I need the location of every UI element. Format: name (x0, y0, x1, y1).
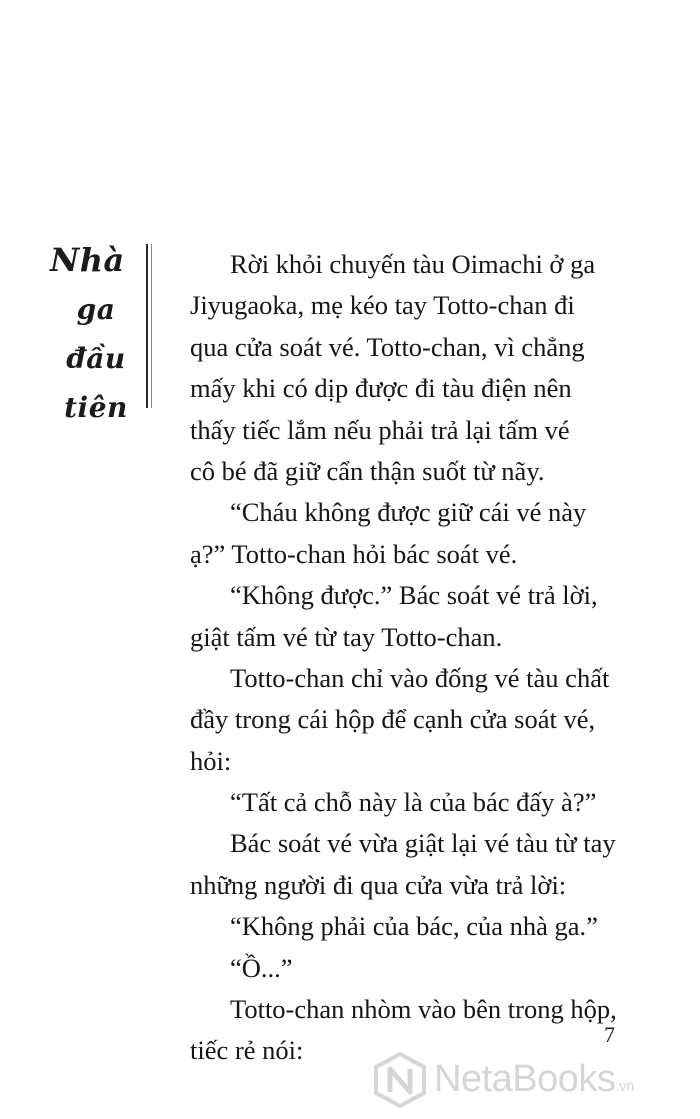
chapter-title (46, 236, 146, 432)
text-line: cô bé đã giữ cẩn thận suốt từ nãy. (190, 455, 545, 486)
text-line: “Tất cả chỗ này là của bác đấy à?” (230, 787, 597, 818)
chapter-title-line: ga (76, 293, 116, 326)
text-line: “Cháu không được giữ cái vé này (230, 497, 587, 528)
text-line: giật tấm vé từ tay Totto-chan. (190, 621, 503, 652)
text-line: “Không phải của bác, của nhà ga.” (230, 911, 598, 942)
watermark (372, 1050, 692, 1110)
text-line: ạ?” Totto-chan hỏi bác soát vé. (190, 538, 518, 569)
page-number: 7 (604, 1022, 615, 1047)
watermark-text (434, 1058, 634, 1101)
text-line: Jiyugaoka, mẹ kéo tay Totto-chan đi (190, 290, 575, 321)
text-line: thấy tiếc lắm nếu phải trả lại tấm vé (190, 414, 570, 445)
text-line: “Không được.” Bác soát vé trả lời, (230, 580, 598, 611)
text-line: Totto-chan nhòm vào bên trong hộp, (230, 994, 617, 1025)
chapter-title-line: Nhà (50, 241, 125, 279)
chapter-title-line: đầu (66, 342, 126, 375)
chapter-title-line: tiên (64, 391, 128, 424)
watermark-brand: NetaBooks (434, 1058, 616, 1100)
text-line: những người đi qua cửa vừa trả lời: (190, 869, 567, 900)
text-line: Bác soát vé vừa giật lại vé tàu từ tay (230, 828, 616, 859)
text-line: Totto-chan chỉ vào đống vé tàu chất (230, 662, 610, 693)
text-line: “Ồ...” (230, 952, 293, 983)
chapter-divider-thin (151, 244, 152, 408)
text-line: qua cửa soát vé. Totto-chan, vì chẳng (190, 331, 585, 362)
text-line: hỏi: (190, 745, 232, 776)
text-line: đầy trong cái hộp để cạnh cửa soát vé, (190, 704, 596, 735)
text-line: tiếc rẻ nói: (190, 1035, 304, 1066)
text-line: Rời khỏi chuyến tàu Oimachi ở ga (230, 249, 596, 279)
netabooks-logo-icon (372, 1052, 428, 1108)
chapter-divider (146, 244, 148, 408)
text-line: mấy khi có dịp được đi tàu điện nên (190, 373, 572, 404)
watermark-suffix: .vn (615, 1078, 634, 1095)
body-text (190, 244, 630, 1072)
